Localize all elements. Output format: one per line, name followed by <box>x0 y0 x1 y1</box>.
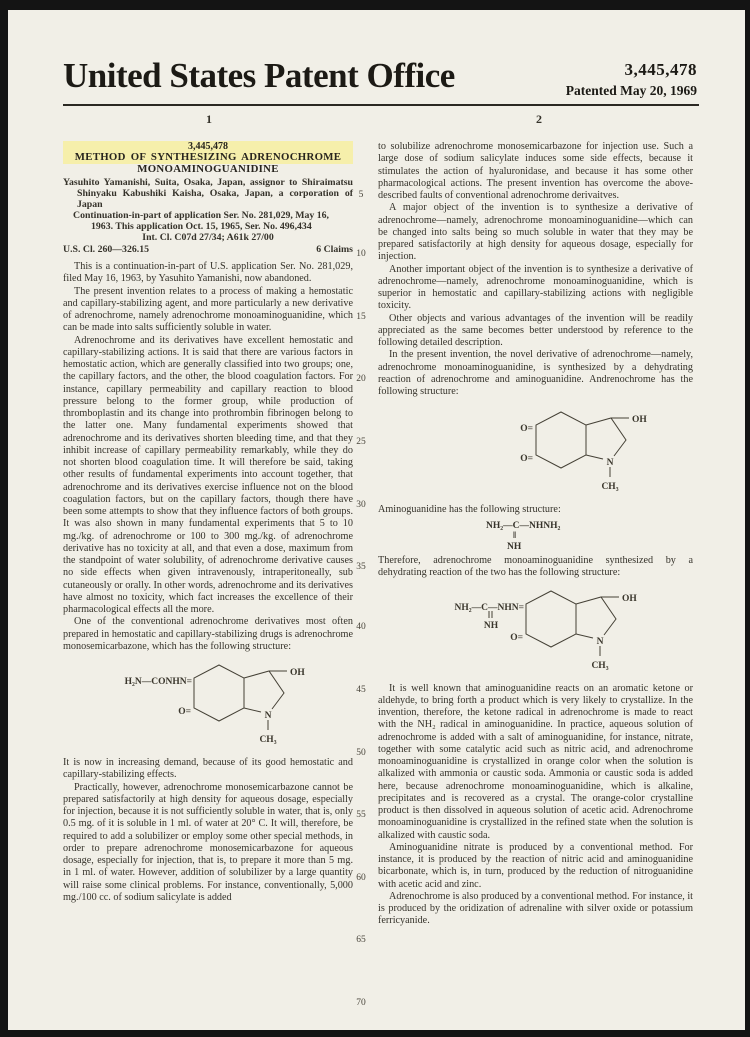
paragraph: It is well known that aminoguanidine reacts on an aromatic ketone or aldehyde, to bring forth a product which is very likely to crystallize. In the invention, therefore, the ketone radical in adrenochrome is made to react with the NH₂ radical in aminoguanidine. In practice, aqueous solution of adrenochrome is added with a salt of aminoguanidine, for instance, nitrate, together with some catalytic acid such as nitric acid, and adrenochrome monoaminoguanidine is crystallized in orange color when the solution is alkalized with ammonia or caustic soda. Ammonia or caustic soda is added here, because adrenochrome monoaminoguanidine, which is alkaline, precipitates and is recovered as a crystal. The orange-color crystalline product is then dissolved in aqueous solution of acetic acid. Adrenochrome monoaminoguanidine is crystallized in the refined state when the solution is alkalized with caustic soda. <box>378 682 693 841</box>
paragraph: Therefore, adrenochrome monoaminoguanidine synthesized by a dehydrating reaction of the two has the following structure: <box>378 555 693 579</box>
gutter-line-number: 20 <box>356 374 366 384</box>
nitrogen-label: N <box>264 711 272 721</box>
paragraph: Other objects and various advantages of the invention will be readily appreciated as the same becomes better understood by reference to the following detailed description. <box>378 312 693 348</box>
gutter-line-number: 70 <box>356 998 366 1008</box>
paragraph: Adrenochrome and its derivatives have excellent hemostatic and capillary-stabilizing actions. It is said that there are various factors in hemostatic action, which are generally classified into two groups; one, the capillary factors, and the other, the blood coagulation factors. For instance, capillary permeability and capillary reaction to blood pressure belong to the former group, while production of thromboplastin and its change into prothrombin fibrinogen belong to the latter one. Many fundamental experiments showed that adrenochrome and its derivatives shorten bleeding time, and that they inhibit increase of capillary permeability remarkably, while they do not shorten blood coagulation time. It will therefore be said, taking other results of fundamental experiments into account together, that adrenochrome and its derivatives exercise influence not on the blood coagulation factors, but on the capillary factors, though there have been some attempts to show that they influence factors of both groups. It was also shown in many fundamental experiments that 5 to 10 mg./kg. of adrenochrome or 100 to 300 mg./kg. of adrenochrome derivative has no toxicity at all, and that even a dose, maximum from the standpoint of water solubility, of adrenochrome derivative causes no side effects when given intravenously, intraperitoneally, sub cutaneously or orally. In other words, adrenochrome and its derivatives have almost no toxicity, which fact increases the excellence of their pharmacological effects all the more. <box>63 334 353 615</box>
formula-line: NH <box>507 541 522 552</box>
invention-title-line1: METHOD OF SYNTHESIZING ADRENOCHROME <box>63 152 353 164</box>
gutter-line-number: 60 <box>356 873 366 883</box>
gutter-line-number: 30 <box>356 500 366 510</box>
gutter-line-number: 10 <box>356 249 366 259</box>
oxo-label-lower: O= <box>520 454 533 465</box>
formula-line: NH₂—C—NHNH₂ <box>486 520 561 531</box>
gutter-line-number: 15 <box>356 312 366 322</box>
hydroxy-label: OH <box>290 668 305 678</box>
paragraph: Practically, however, adrenochrome monosemicarbazone cannot be prepared satisfactorily at high density for aqueous dosage, especially for injection, because it is not sufficiently soluble in water, that is, only 0.5 mg. of it is soluble in 1 ml. of water at 20° C. It will, therefore, be required to add a solubilizer or employ some other special methods, in order to prepare adrenochrome monosemicarbazone for aqueous dosage, especially for injection, that is, to prepare it more than 5 mg. in 1 ml. of water. However, addition of solubilizer by a large quantity will raise some clinical problems. For instance, conventionally, 5,000 mg./100 cc. of sodium salicylate is added <box>63 781 353 903</box>
double-bond-mark: ‖ <box>513 531 517 541</box>
right-column <box>378 141 693 928</box>
methyl-label: CH₃ <box>601 482 619 493</box>
chain-label: H₂N—CONHN= <box>124 677 192 687</box>
patent-number: 3,445,478 <box>624 60 697 79</box>
gutter-line-number: 65 <box>356 935 366 945</box>
nitrogen-label: N <box>596 636 604 647</box>
patent-page <box>8 10 745 1030</box>
chemical-structure-drawing <box>396 585 678 681</box>
chain-label: NH₂—C—NHN= <box>454 602 524 613</box>
figure-adrenochrome-monoaminoguanidine <box>396 585 693 681</box>
chemical-structure-drawing <box>433 406 683 502</box>
gutter-line-number: 55 <box>356 810 366 820</box>
paragraph: In the present invention, the novel derivative of adrenochrome—namely, adrenochrome monoaminoguanidine, is synthesized by a dehydrating reaction of adrenochrome and aminoguanidine. Andrenochrome has the following structure: <box>378 349 693 397</box>
paragraph: A major object of the invention is to synthesize a derivative of adrenochrome—namely, adrenochrome monoaminoguanidine—which can be changed into salts being so much soluble in water that they may be prepared satisfactorily at high density for aqueous dosage, especially for injection. <box>378 202 693 263</box>
continuation-line: Continuation-in-part of application Ser. No. 281,029, May 16, 1963. This application Oct. 15, 1965, Ser. No. 496,434 <box>73 210 330 232</box>
invention-title-line2: MONOAMINOGUANIDINE <box>137 162 279 175</box>
methyl-label: CH₃ <box>259 735 277 745</box>
gutter-line-number: 5 <box>358 190 364 200</box>
paragraph: It is now in increasing demand, because of its good hemostatic and capillary-stabilizing effects. <box>63 757 353 781</box>
gutter-line-number: 25 <box>356 437 366 447</box>
column-number-2: 2 <box>536 112 542 126</box>
hydroxy-label: OH <box>632 415 647 426</box>
paragraph: Another important object of the invention is to synthesize a derivative of adrenochrome—namely, adrenochrome monoaminoguanidine, which is superior in hemostatic and capillary-stabilizing actions with negligible toxicity. <box>378 263 693 312</box>
us-cl-row <box>63 244 353 256</box>
chemical-structure-drawing <box>91 659 341 755</box>
us-cl: U.S. Cl. 260—326.15 <box>63 244 150 255</box>
hydroxy-label: OH <box>622 593 637 604</box>
patent-date: Patented May 20, 1969 <box>565 83 697 98</box>
inventor-line: Yasuhito Yamanishi, Suita, Osaka, Japan, assignor to Shiraimatsu Shinyaku Kabushiki Kaisha, Osaka, Japan, a corporation of Japan <box>63 177 353 210</box>
gutter-line-number: 45 <box>356 685 366 695</box>
claims-count: 6 Claims <box>316 244 353 255</box>
structure-caption: Aminoguanidine has the following structure: <box>378 504 561 516</box>
column-number-1: 1 <box>206 112 212 126</box>
paragraph: This is a continuation-in-part of U.S. application Ser. No. 281,029, filed May 16, 1963, by Yasuhito Yamanishi, now abandoned. <box>63 261 353 285</box>
int-cl-line: Int. Cl. C07d 27/34; A61k 27/00 <box>142 232 274 243</box>
oxo-label: O= <box>510 632 523 643</box>
imine-label: NH <box>483 620 499 631</box>
header-rule <box>63 104 699 106</box>
paragraph: Aminoguanidine nitrate is produced by a conventional method. For instance, it is produced by the reaction of nitric acid and aminoguanidine bicarbonate, which is, in turn, produced by the reduction of nitroguanidine with acetic acid and zinc. <box>378 841 693 890</box>
left-column <box>63 141 353 904</box>
oxo-label-upper: O= <box>520 424 533 435</box>
paragraph: The present invention relates to a process of making a hemostatic and capillary-stabilizing agent, and more particularly a new derivative of adrenochrome, namely adrenochrome monoaminoguanidine, which can be made into salts sufficiently soluble in water. <box>63 285 353 334</box>
gutter-line-number: 40 <box>356 622 366 632</box>
methyl-label: CH₃ <box>591 660 609 671</box>
figure-adrenochrome-monosemicarbazone <box>91 659 353 755</box>
gutter-line-number: 50 <box>356 748 366 758</box>
paragraph: One of the conventional adrenochrome derivatives most often prepared in hemostatic and capillary-stabilizing drugs is adrenochrome monosemicarbazone, which has the following structure: <box>63 616 353 652</box>
page-title: United States Patent Office <box>63 56 455 95</box>
figure-adrenochrome <box>433 406 693 502</box>
paragraph: to solubilize adrenochrome monosemicarbazone for injection use. Such a large dose of sodium salicylate induces some side effects, because it stimulates the action of hyaluronidase, and because it has some other pharmacological actions. The present invention has overcome the above-described faults of conventional adrenochrome derivaitves. <box>378 141 693 201</box>
nitrogen-label: N <box>606 458 614 469</box>
title-patent-number: 3,445,478 <box>63 141 353 152</box>
header-patent-info <box>566 60 697 99</box>
aminoguanidine-formula <box>486 521 693 553</box>
paragraph: Adrenochrome is also produced by a conventional method. For instance, it is produced by the oridization of adrenaline with silver oxide or potassium ferricyanide. <box>378 890 693 927</box>
gutter-line-number: 35 <box>356 562 366 572</box>
oxo-label: O= <box>178 707 191 717</box>
